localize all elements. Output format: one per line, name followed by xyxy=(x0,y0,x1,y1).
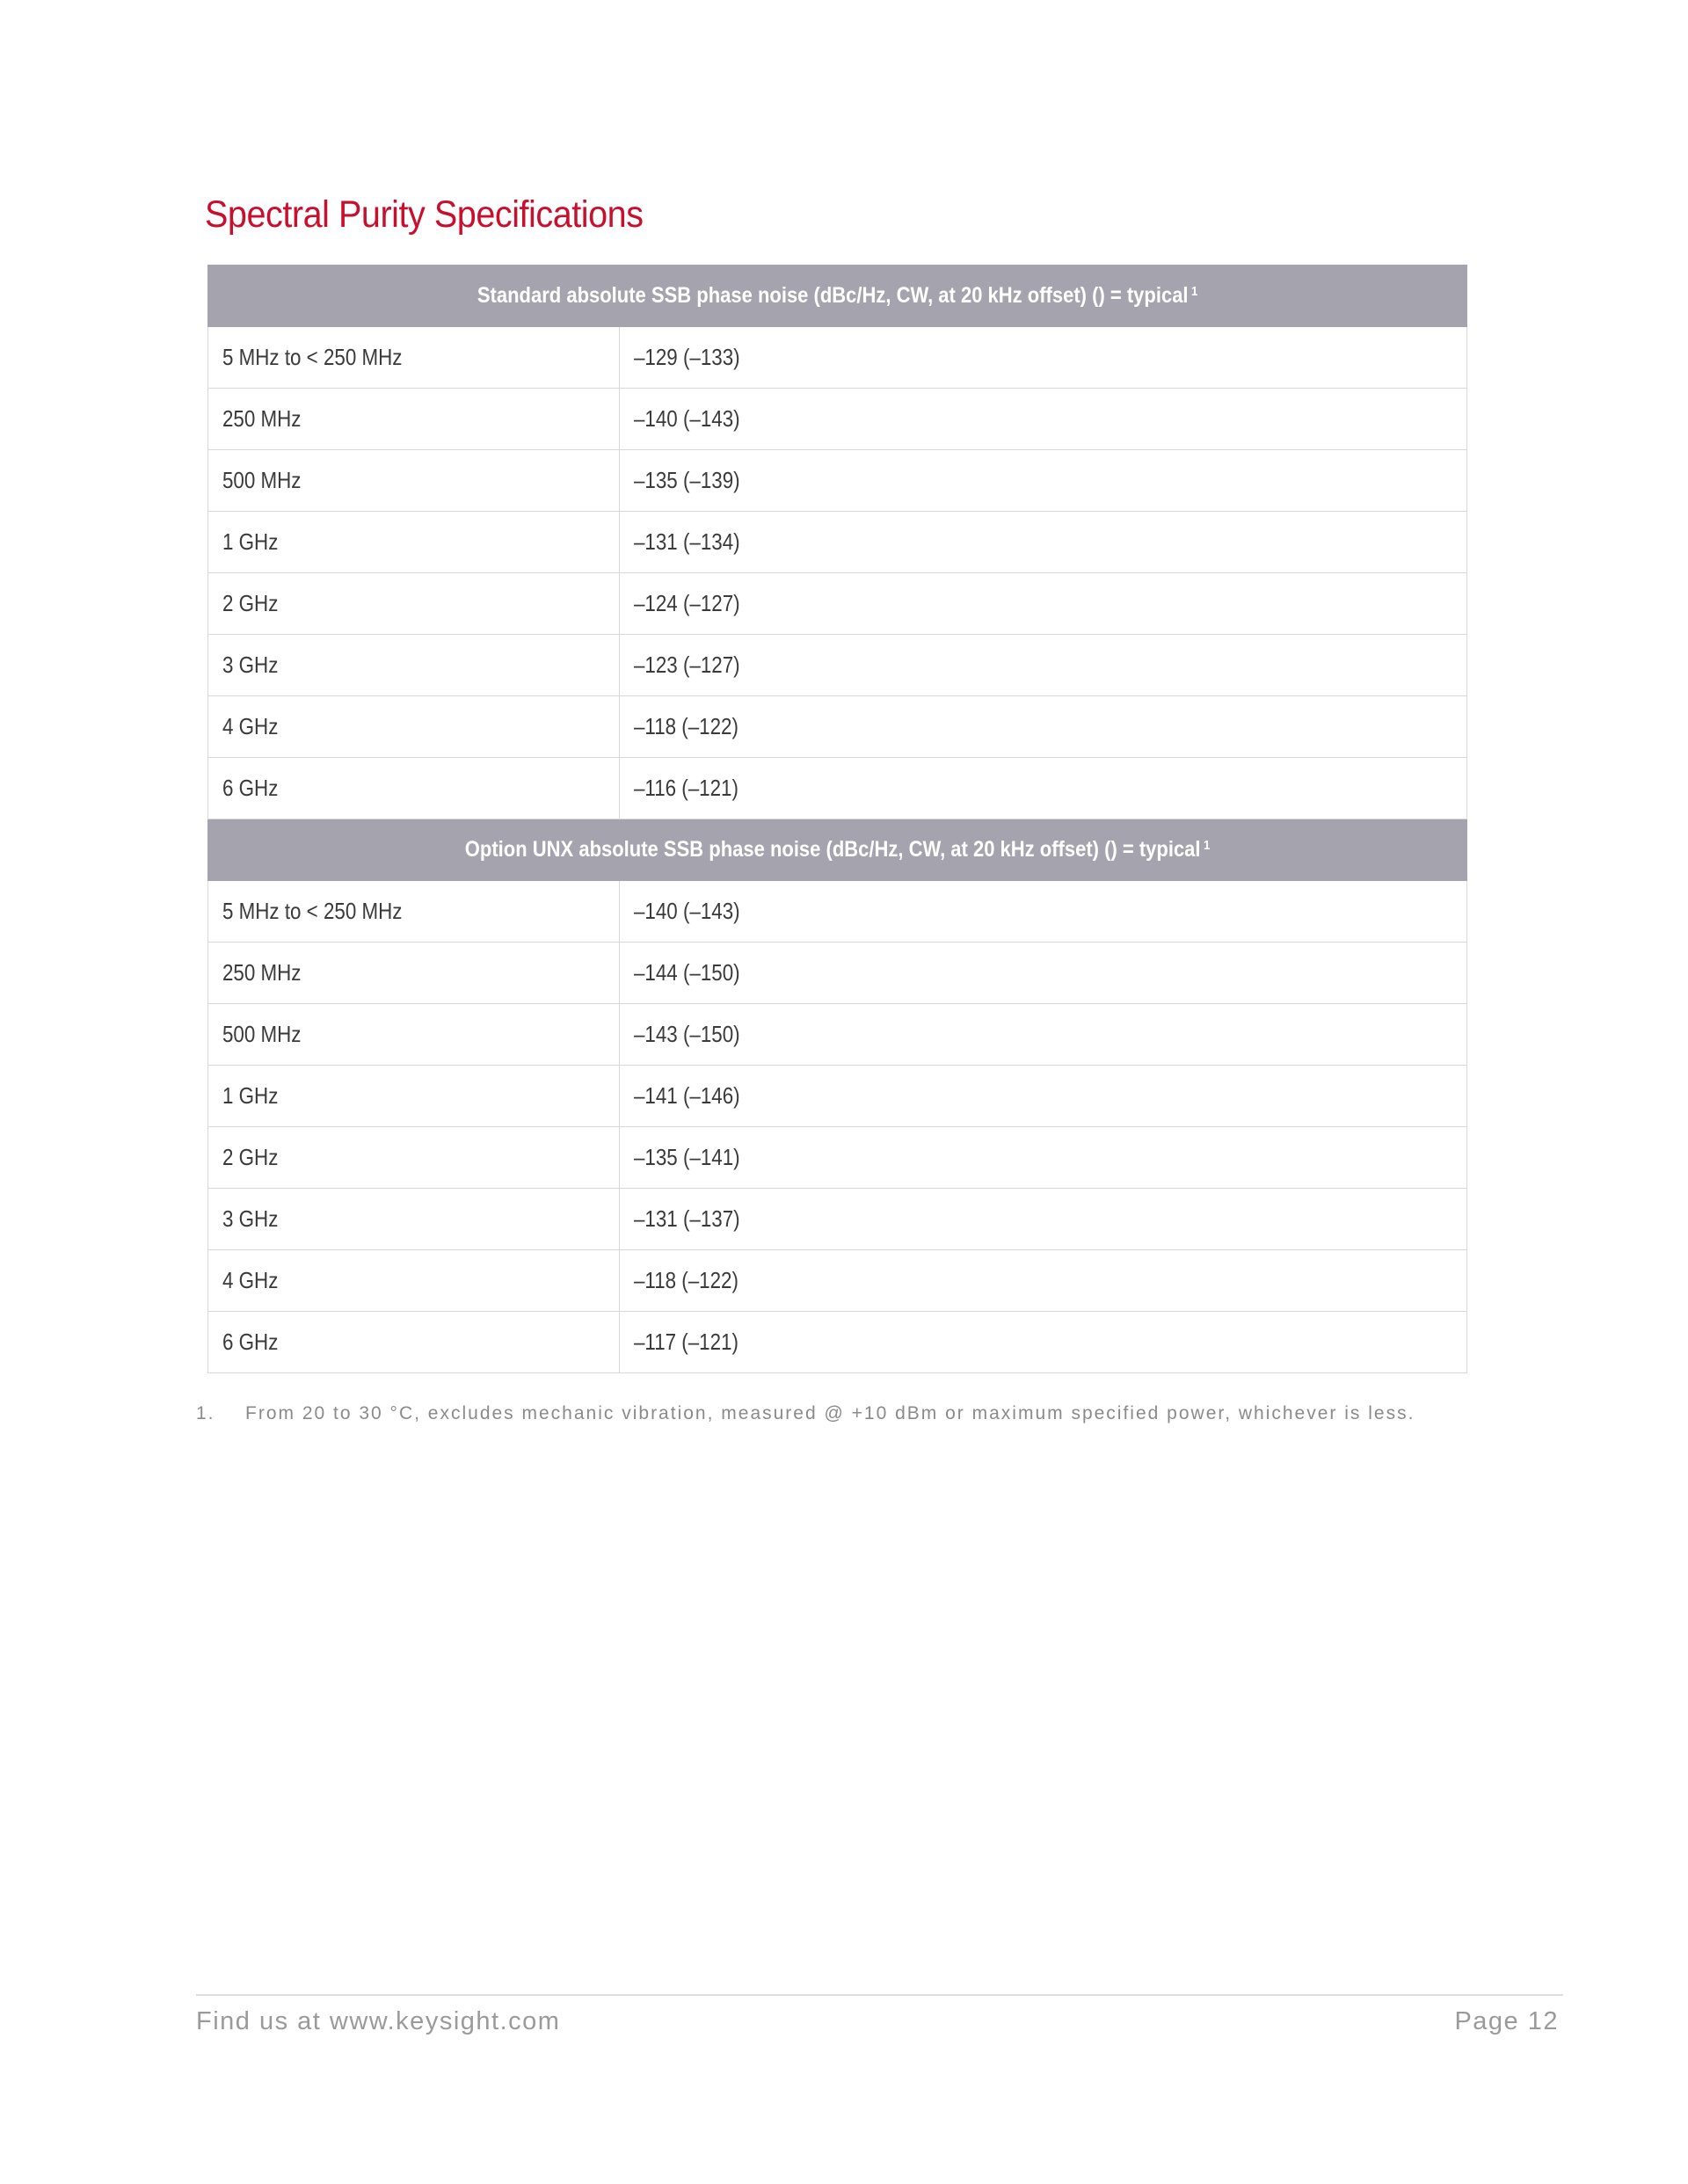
footer-divider xyxy=(196,1994,1563,1996)
table-row xyxy=(208,758,1467,819)
frequency-cell: 2 GHz xyxy=(208,1127,620,1189)
footnote-ref: 1 xyxy=(1190,284,1198,299)
frequency-cell: 3 GHz xyxy=(208,1189,620,1250)
frequency-cell: 4 GHz xyxy=(208,696,620,758)
option-unx-phase-noise-section xyxy=(208,819,1467,1373)
table-row xyxy=(208,881,1467,943)
section-header-row xyxy=(208,819,1467,881)
frequency-cell: 2 GHz xyxy=(208,573,620,635)
frequency-cell: 250 MHz xyxy=(208,943,620,1004)
table-row xyxy=(208,635,1467,696)
frequency-cell: 3 GHz xyxy=(208,635,620,696)
table-row xyxy=(208,1189,1467,1250)
value-cell: –144 (–150) xyxy=(620,943,1467,1004)
section-header-text: Standard absolute SSB phase noise (dBc/Hz, CW, at 20 kHz offset) () = typical xyxy=(477,283,1189,308)
value-cell: –135 (–141) xyxy=(620,1127,1467,1189)
value-cell: –116 (–121) xyxy=(620,758,1467,819)
frequency-cell: 5 MHz to < 250 MHz xyxy=(208,327,620,389)
table-row xyxy=(208,1312,1467,1373)
standard-phase-noise-section xyxy=(208,266,1467,819)
frequency-cell: 6 GHz xyxy=(208,1312,620,1373)
table-row xyxy=(208,450,1467,512)
frequency-cell: 500 MHz xyxy=(208,1004,620,1066)
table-row xyxy=(208,1127,1467,1189)
value-cell: –118 (–122) xyxy=(620,696,1467,758)
value-cell: –124 (–127) xyxy=(620,573,1467,635)
table-row xyxy=(208,696,1467,758)
footnote-text: From 20 to 30 °C, excludes mechanic vibration, measured @ +10 dBm or maximum specified power, whichever is less. xyxy=(245,1403,1415,1423)
table-row xyxy=(208,1250,1467,1312)
frequency-cell: 5 MHz to < 250 MHz xyxy=(208,881,620,943)
table-row xyxy=(208,327,1467,389)
frequency-cell: 500 MHz xyxy=(208,450,620,512)
table-row xyxy=(208,1066,1467,1127)
footnote-number: 1. xyxy=(196,1403,215,1423)
page-number: Page 12 xyxy=(1454,2007,1559,2035)
value-cell: –141 (–146) xyxy=(620,1066,1467,1127)
table-row xyxy=(208,389,1467,450)
section-header-row xyxy=(208,266,1467,327)
frequency-cell: 4 GHz xyxy=(208,1250,620,1312)
table-row xyxy=(208,943,1467,1004)
value-cell: –118 (–122) xyxy=(620,1250,1467,1312)
footer-website-text: Find us at www.keysight.com xyxy=(196,2007,561,2035)
section-header-text: Option UNX absolute SSB phase noise (dBc/Hz, CW, at 20 kHz offset) () = typical xyxy=(464,837,1201,862)
frequency-cell: 1 GHz xyxy=(208,1066,620,1127)
value-cell: –131 (–134) xyxy=(620,512,1467,573)
table-row xyxy=(208,573,1467,635)
frequency-cell: 250 MHz xyxy=(208,389,620,450)
page-title: Spectral Purity Specifications xyxy=(205,193,644,236)
value-cell: –117 (–121) xyxy=(620,1312,1467,1373)
frequency-cell: 1 GHz xyxy=(208,512,620,573)
value-cell: –123 (–127) xyxy=(620,635,1467,696)
table-row xyxy=(208,512,1467,573)
value-cell: –135 (–139) xyxy=(620,450,1467,512)
footnote-ref: 1 xyxy=(1203,838,1211,853)
table-row xyxy=(208,1004,1467,1066)
value-cell: –129 (–133) xyxy=(620,327,1467,389)
value-cell: –131 (–137) xyxy=(620,1189,1467,1250)
value-cell: –140 (–143) xyxy=(620,881,1467,943)
section-header xyxy=(208,266,1467,327)
section-header xyxy=(208,819,1467,881)
phase-noise-table xyxy=(207,265,1467,1373)
value-cell: –140 (–143) xyxy=(620,389,1467,450)
value-cell: –143 (–150) xyxy=(620,1004,1467,1066)
footnote xyxy=(196,1403,1415,1424)
frequency-cell: 6 GHz xyxy=(208,758,620,819)
